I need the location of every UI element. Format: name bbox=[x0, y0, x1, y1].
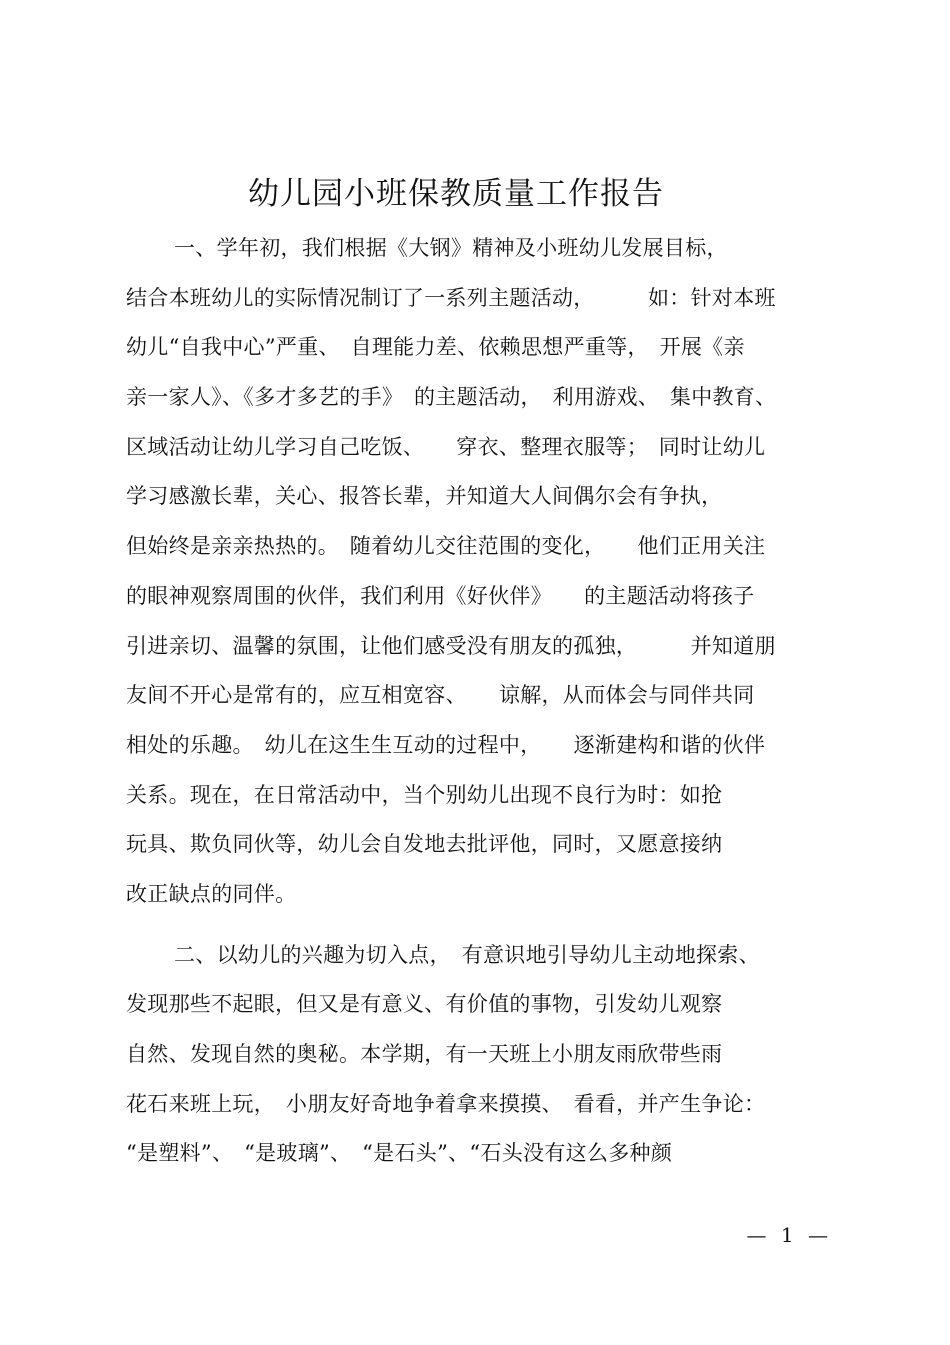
document-title: 幼儿园小班保教质量工作报告 bbox=[248, 176, 664, 212]
body-line: 结合本班幼儿的实际情况制订了一系列主题活动， 如：针对本班 bbox=[126, 285, 776, 310]
body-line: 一、学年初，我们根据《大钢》精神及小班幼儿发展目标， bbox=[174, 236, 728, 260]
body-line: “是塑料”、 “是玻璃”、 “是石头”、“石头没有这么多种颜 bbox=[126, 1141, 673, 1166]
body-line: 花石来班上玩， 小朋友好奇地争着拿来摸摸、 看看，并产生争论： bbox=[126, 1091, 766, 1116]
body-line: 友间不开心是常有的，应互相宽容、 谅解，从而体会与同伴共同 bbox=[126, 683, 755, 708]
document-body bbox=[126, 224, 846, 1179]
body-line: 的眼神观察周围的伙伴，我们利用《好伙伴》 的主题活动将孩子 bbox=[126, 583, 755, 608]
body-line: 幼儿“自我中心”严重、 自理能力差、依赖思想严重等， 开展《亲 bbox=[126, 335, 745, 360]
body-line: 但始终是亲亲热热的。 随着幼儿交往范围的变化， 他们正用关注 bbox=[126, 534, 766, 559]
body-line: 学习感激长辈，关心、报答长辈，并知道大人间偶尔会有争执， bbox=[126, 484, 723, 509]
body-line: 二、以幼儿的兴趣为切入点， 有意识地引导幼儿主动地探索、 bbox=[174, 942, 760, 967]
body-line: 自然、发现自然的奥秘。本学期，有一天班上小朋友雨欣带些雨 bbox=[126, 1042, 723, 1066]
body-line: 亲一家人》、《多才多艺的手》 的主题活动， 利用游戏、 集中教育、 bbox=[126, 385, 777, 410]
body-line: 相处的乐趣。 幼儿在这生生互动的过程中， 逐渐建构和谐的伙伴 bbox=[126, 732, 766, 757]
body-line: 引进亲切、温馨的氛围，让他们感受没有朋友的孤独， 并知道朋 bbox=[126, 633, 776, 658]
body-line: 改正缺点的同伴。 bbox=[126, 881, 297, 906]
body-line: 区域活动让幼儿学习自己吃饭、 穿衣、整理衣服等； 同时让幼儿 bbox=[126, 434, 766, 459]
body-line: 玩具、欺负同伙等，幼儿会自发地去批评他，同时，又愿意接纳 bbox=[126, 832, 723, 857]
body-line: 发现那些不起眼，但又是有意义、有价值的事物，引发幼儿观察 bbox=[126, 992, 723, 1017]
body-line: 关系。现在，在日常活动中，当个别幼儿出现不良行为时：如抢 bbox=[126, 782, 723, 807]
page-number: — 1 — bbox=[746, 1223, 832, 1247]
